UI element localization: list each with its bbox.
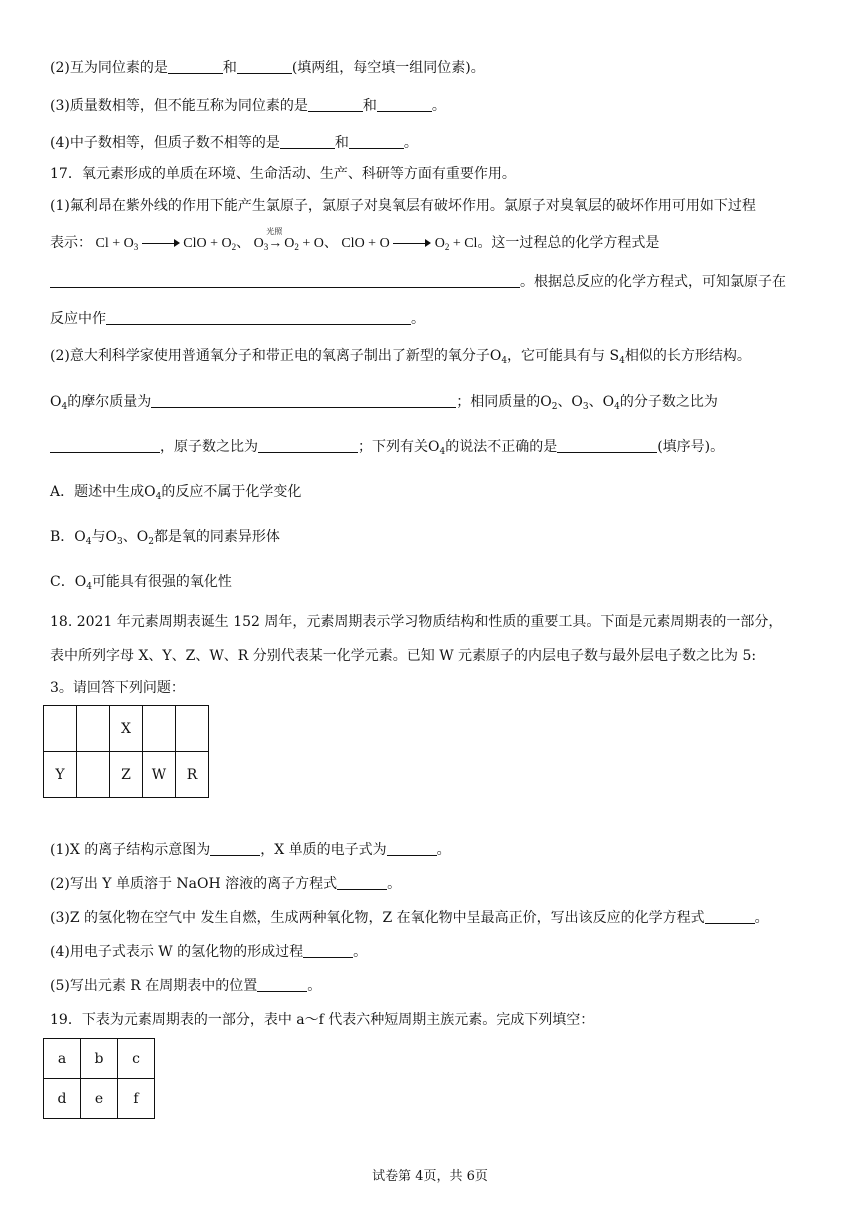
table-cell: X bbox=[110, 706, 143, 752]
q17-part1-line1: (1)氟利昂在紫外线的作用下能产生氯原子，氯原子对臭氧层有破坏作用。氯原子对臭氧层的破坏作用可用如下过程 bbox=[50, 198, 756, 214]
table-cell bbox=[44, 706, 77, 752]
reaction-arrow-icon bbox=[393, 239, 431, 249]
table-cell: e bbox=[81, 1079, 118, 1119]
answer-blank[interactable] bbox=[106, 310, 411, 325]
q17-part2-line1: (2)意大利科学家使用普通氧分子和带正电的氧离子制出了新型的氧分子$O_4$，它可能具有与 $S_4$相似的长方形结构。 bbox=[50, 348, 751, 366]
table-cell: W bbox=[143, 752, 176, 798]
answer-blank[interactable] bbox=[50, 438, 160, 453]
answer-blank[interactable] bbox=[303, 943, 353, 958]
q17-part1-equations: 表示： $Cl + O_3$ ClO + $O_2$、 $O_3$ 光照 → $O_2 + O$、 ClO + O $O_2 + Cl$。这一过程总的化学方程式是 bbox=[50, 227, 660, 253]
q16-part3: (3)质量数相等，但不能互称为同位素的是 和 。 bbox=[50, 98, 446, 114]
answer-blank[interactable] bbox=[257, 977, 307, 992]
table-cell bbox=[77, 752, 110, 798]
q19-stem: 19．下表为元素周期表的一部分，表中 a～f 代表六种短周期主族元素。完成下列填空： bbox=[50, 1012, 595, 1028]
table-cell: a bbox=[44, 1039, 81, 1079]
answer-blank[interactable] bbox=[349, 134, 404, 149]
q17-part1-line4: 反应中作 。 bbox=[50, 311, 425, 327]
table-cell: R bbox=[176, 752, 209, 798]
answer-blank[interactable] bbox=[50, 273, 520, 288]
q17-option-a: A．题述中生成$O_4$的反应不属于化学变化 bbox=[50, 484, 302, 502]
table-cell bbox=[143, 706, 176, 752]
answer-blank[interactable] bbox=[237, 59, 292, 74]
q17-part1-line3: 。根据总反应的化学方程式，可知氯原子在 bbox=[50, 272, 786, 292]
q18-stem-line2: 表中所列字母 X、Y、Z、W、R 分别代表某一化学元素。已知 W 元素原子的内层电子数与最外层电子数之比为 5: bbox=[50, 648, 757, 664]
q18-stem-line1: 18. 2021 年元素周期表诞生 152 周年，元素周期表示学习物质结构和性质的重要工具。下面是元素周期表的一部分， bbox=[50, 614, 783, 630]
reaction-arrow-icon bbox=[142, 239, 180, 249]
table-cell bbox=[176, 706, 209, 752]
page-footer: 试卷第 4页，共 6页 bbox=[372, 1169, 488, 1184]
answer-blank[interactable] bbox=[337, 875, 387, 890]
table-cell bbox=[77, 706, 110, 752]
q17-stem: 17．氧元素形成的单质在环境、生命活动、生产、科研等方面有重要作用。 bbox=[50, 166, 516, 182]
table-cell: c bbox=[118, 1039, 155, 1079]
q17-part2-line2: $O_4$的摩尔质量为 ；相同质量的$O_2$、$O_3$、$O_4$的分子数之比为 bbox=[50, 394, 718, 412]
answer-blank[interactable] bbox=[258, 438, 358, 453]
q18-periodic-table bbox=[43, 705, 209, 798]
q19-periodic-table bbox=[43, 1038, 155, 1119]
answer-blank[interactable] bbox=[168, 59, 223, 74]
q17-part2-line3: ，原子数之比为 ；下列有关$O_4$的说法不正确的是 (填序号)。 bbox=[50, 437, 724, 457]
answer-blank[interactable] bbox=[705, 909, 755, 924]
answer-blank[interactable] bbox=[387, 841, 437, 856]
table-cell: Z bbox=[110, 752, 143, 798]
q18-part5: (5)写出元素 R 在周期表中的位置 。 bbox=[50, 978, 322, 994]
answer-blank[interactable] bbox=[151, 393, 456, 408]
table-cell: Y bbox=[44, 752, 77, 798]
q18-part4: (4)用电子式表示 W 的氢化物的形成过程 。 bbox=[50, 944, 368, 960]
q16-part4: (4)中子数相等，但质子数不相等的是 和 。 bbox=[50, 135, 418, 151]
table-cell: d bbox=[44, 1079, 81, 1119]
answer-blank[interactable] bbox=[377, 97, 432, 112]
q18-part2: (2)写出 Y 单质溶于 NaOH 溶液的离子方程式 。 bbox=[50, 876, 402, 892]
table-cell: b bbox=[81, 1039, 118, 1079]
answer-blank[interactable] bbox=[557, 438, 657, 453]
table-cell: f bbox=[118, 1079, 155, 1119]
answer-blank[interactable] bbox=[308, 97, 363, 112]
q18-part1: (1)X 的离子结构示意图为 ，X 单质的电子式为 。 bbox=[50, 842, 451, 858]
q17-option-c: C．$O_4$可能具有很强的氧化性 bbox=[50, 574, 232, 592]
q16-part2: (2)互为同位素的是 和 (填两组，每空填一组同位素)。 bbox=[50, 60, 485, 76]
light-arrow-icon: 光照 → bbox=[266, 227, 283, 251]
q17-option-b: B．$O_4$与$O_3$、$O_2$都是氧的同素异形体 bbox=[50, 529, 280, 547]
answer-blank[interactable] bbox=[280, 134, 335, 149]
q18-stem-line3: 3。请回答下列问题： bbox=[50, 680, 185, 696]
q18-part3: (3)Z 的氢化物在空气中 发生自燃，生成两种氧化物，Z 在氧化物中呈最高正价，写出该反应的化学方程式 。 bbox=[50, 910, 769, 926]
answer-blank[interactable] bbox=[210, 841, 260, 856]
